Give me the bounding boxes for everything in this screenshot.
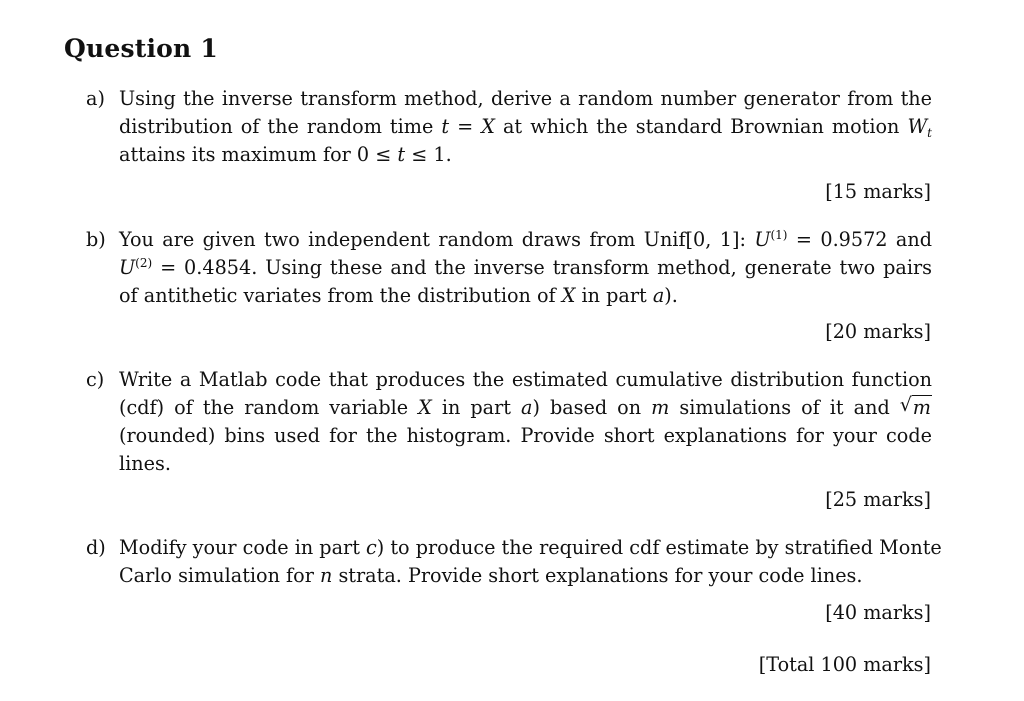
part-d	[86, 534, 942, 590]
total-marks: [Total 100 marks]	[758, 653, 931, 676]
part-d-label: d)	[86, 536, 106, 559]
part-a-line-2: distribution of the random time t = X at which the standard Brownian motion $W_t$	[119, 115, 932, 140]
part-d-line-1: Modify your code in part c) to produce the required cdf estimate by stratified Monte	[119, 536, 942, 559]
part-c-marks: [25 marks]	[825, 488, 931, 511]
part-a-label: a)	[86, 87, 105, 110]
part-a-line-3: attains its maximum for 0 ≤ t ≤ 1.	[119, 143, 452, 166]
part-d-marks: [40 marks]	[825, 601, 931, 624]
part-b-line-2: $U^{(2)} = 0.4854$. Using these and the inverse transform method, generate two pairs	[119, 256, 932, 279]
part-a-marks: [15 marks]	[825, 180, 931, 203]
sqrt-symbol: √ m	[899, 393, 931, 419]
part-c	[86, 366, 932, 478]
part-d-line-2: Carlo simulation for n strata. Provide short explanations for your code lines.	[119, 564, 863, 587]
part-c-line-3: (rounded) bins used for the histogram. Provide short explanations for your code	[119, 424, 932, 447]
question-title: Question 1	[64, 34, 218, 63]
part-c-label: c)	[86, 368, 105, 391]
part-b	[86, 226, 932, 310]
part-b-marks: [20 marks]	[825, 320, 931, 343]
part-c-line-2: (cdf) of the random variable X in part a) based on m simulations of it and √ m	[119, 394, 932, 422]
part-c-line-4: lines.	[119, 452, 171, 475]
part-a	[86, 85, 932, 169]
part-a-line-1: Using the inverse transform method, derive a random number generator from the	[119, 87, 932, 110]
part-b-label: b)	[86, 228, 106, 251]
part-c-line-1: Write a Matlab code that produces the estimated cumulative distribution function	[119, 368, 932, 391]
part-b-line-1: You are given two independent random draws from Unif[0, 1]: $U^{(1)} = 0.9572$ and	[119, 228, 932, 251]
part-b-line-3: of antithetic variates from the distribution of X in part a).	[119, 284, 678, 307]
